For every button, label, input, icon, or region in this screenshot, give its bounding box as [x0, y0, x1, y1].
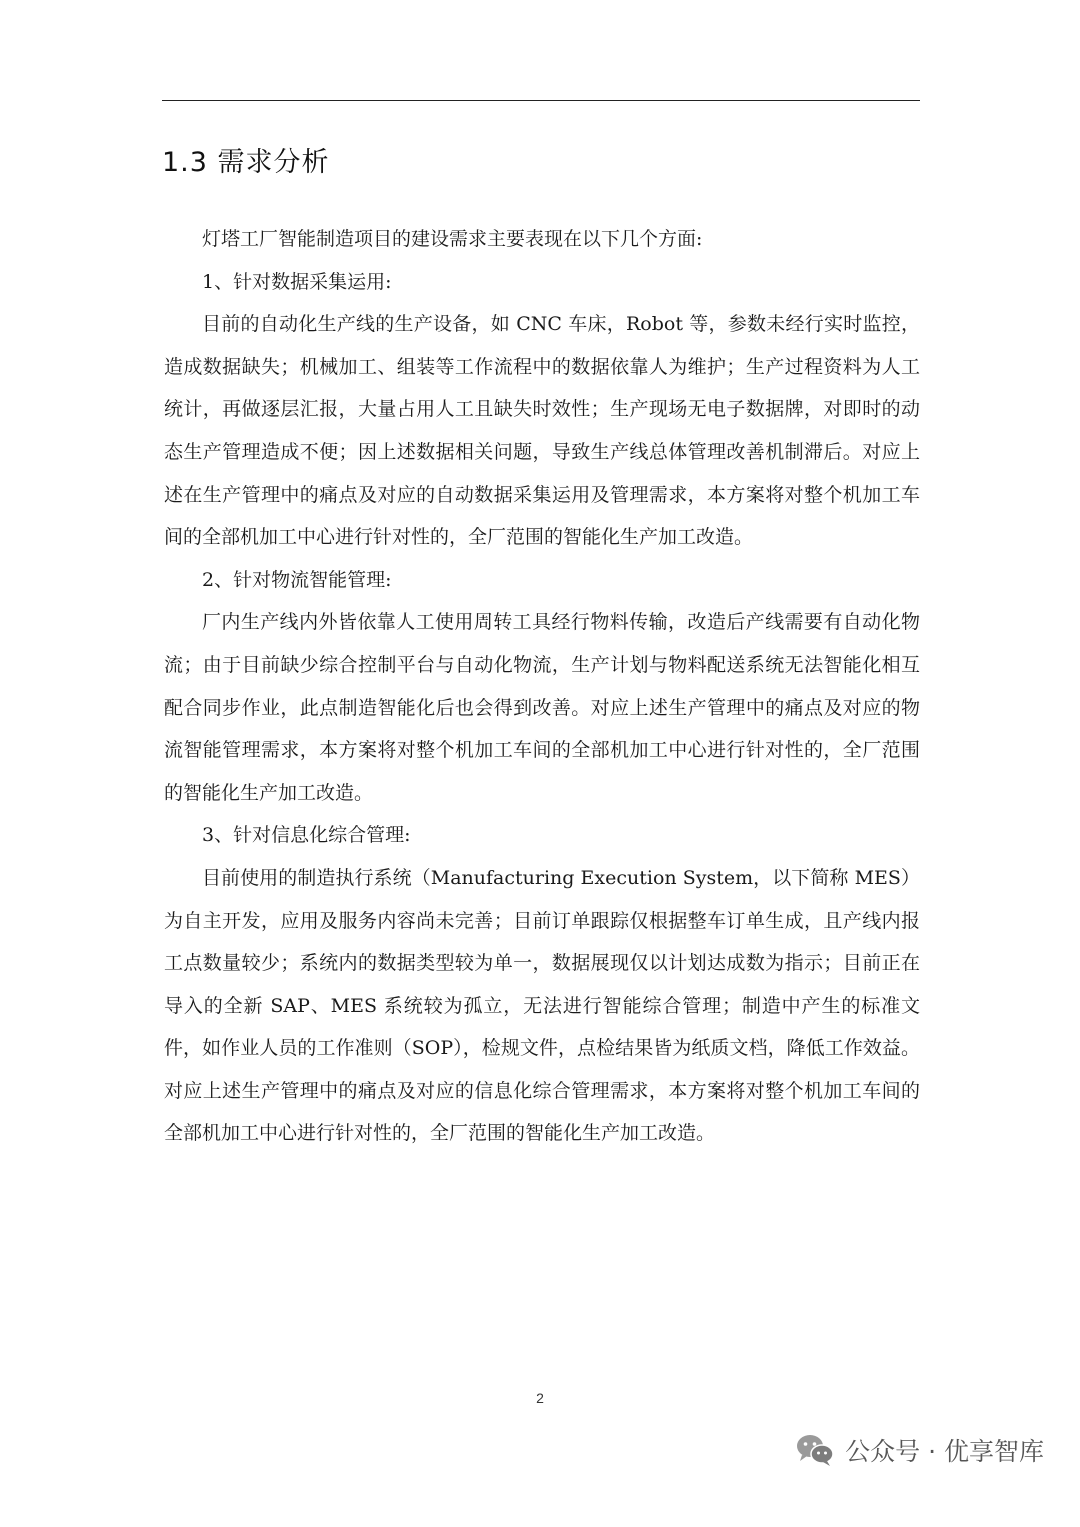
body-text — [164, 218, 920, 1155]
intro-paragraph: 灯塔工厂智能制造项目的建设需求主要表现在以下几个方面: — [202, 228, 703, 250]
watermark — [795, 1432, 1044, 1468]
item-2-paragraph: 厂内生产线内外皆依靠人工使用周转工具经行物料传输，改造后产线需要有自动化物流；由于目前缺少综合控制平台与自动化物流，生产计划与物料配送系统无法智能化相互配合同步作业，此点制造智能化后也会得到改善。对应上述生产管理中的痛点及对应的物流智能管理需求，本方案将对整个机加工车间的全部机加工中心进行针对性的，全厂范围的智能化生产加工改造。 — [164, 611, 920, 804]
item-3-paragraph: 目前使用的制造执行系统（Manufacturing Execution System，以下简称 MES）为自主开发，应用及服务内容尚未完善；目前订单跟踪仅根据整车订单生成，且产线内报工点数量较少；系统内的数据类型较为单一，数据展现仅以计划达成数为指示；目前正在导入的全新 SAP、MES 系统较为孤立，无法进行智能综合管理；制造中产生的标准文件，如作业人员的工作准则（SOP），检规文件，点检结果皆为纸质文档，降低工作效益。对应上述生产管理中的痛点及对应的信息化综合管理需求，本方案将对整个机加工车间的全部机加工中心进行针对性的，全厂范围的智能化生产加工改造。 — [164, 866, 920, 1145]
header-rule — [162, 100, 920, 101]
item-1-paragraph: 目前的自动化生产线的生产设备，如 CNC 车床，Robot 等，参数未经行实时监控，造成数据缺失；机械加工、组装等工作流程中的数据依靠人为维护；生产过程资料为人工统计，再做逐层汇报，大量占用人工且缺失时效性；生产现场无电子数据牌，对即时的动态生产管理造成不便；因上述数据相关问题，导致生产线总体管理改善机制滞后。对应上述在生产管理中的痛点及对应的自动数据采集运用及管理需求，本方案将对整个机加工车间的全部机加工中心进行针对性的，全厂范围的智能化生产加工改造。 — [164, 313, 920, 549]
item-1-heading: 1、针对数据采集运用: — [202, 270, 392, 293]
watermark-text: 公众号 · 优享智库 — [845, 1437, 1044, 1466]
wechat-icon — [795, 1433, 835, 1467]
section-heading: 1.3 需求分析 — [162, 147, 330, 178]
item-3-heading: 3、针对信息化综合管理: — [202, 824, 411, 847]
page-number: 2 — [536, 1390, 544, 1406]
item-2-heading: 2、针对物流智能管理: — [202, 568, 392, 591]
